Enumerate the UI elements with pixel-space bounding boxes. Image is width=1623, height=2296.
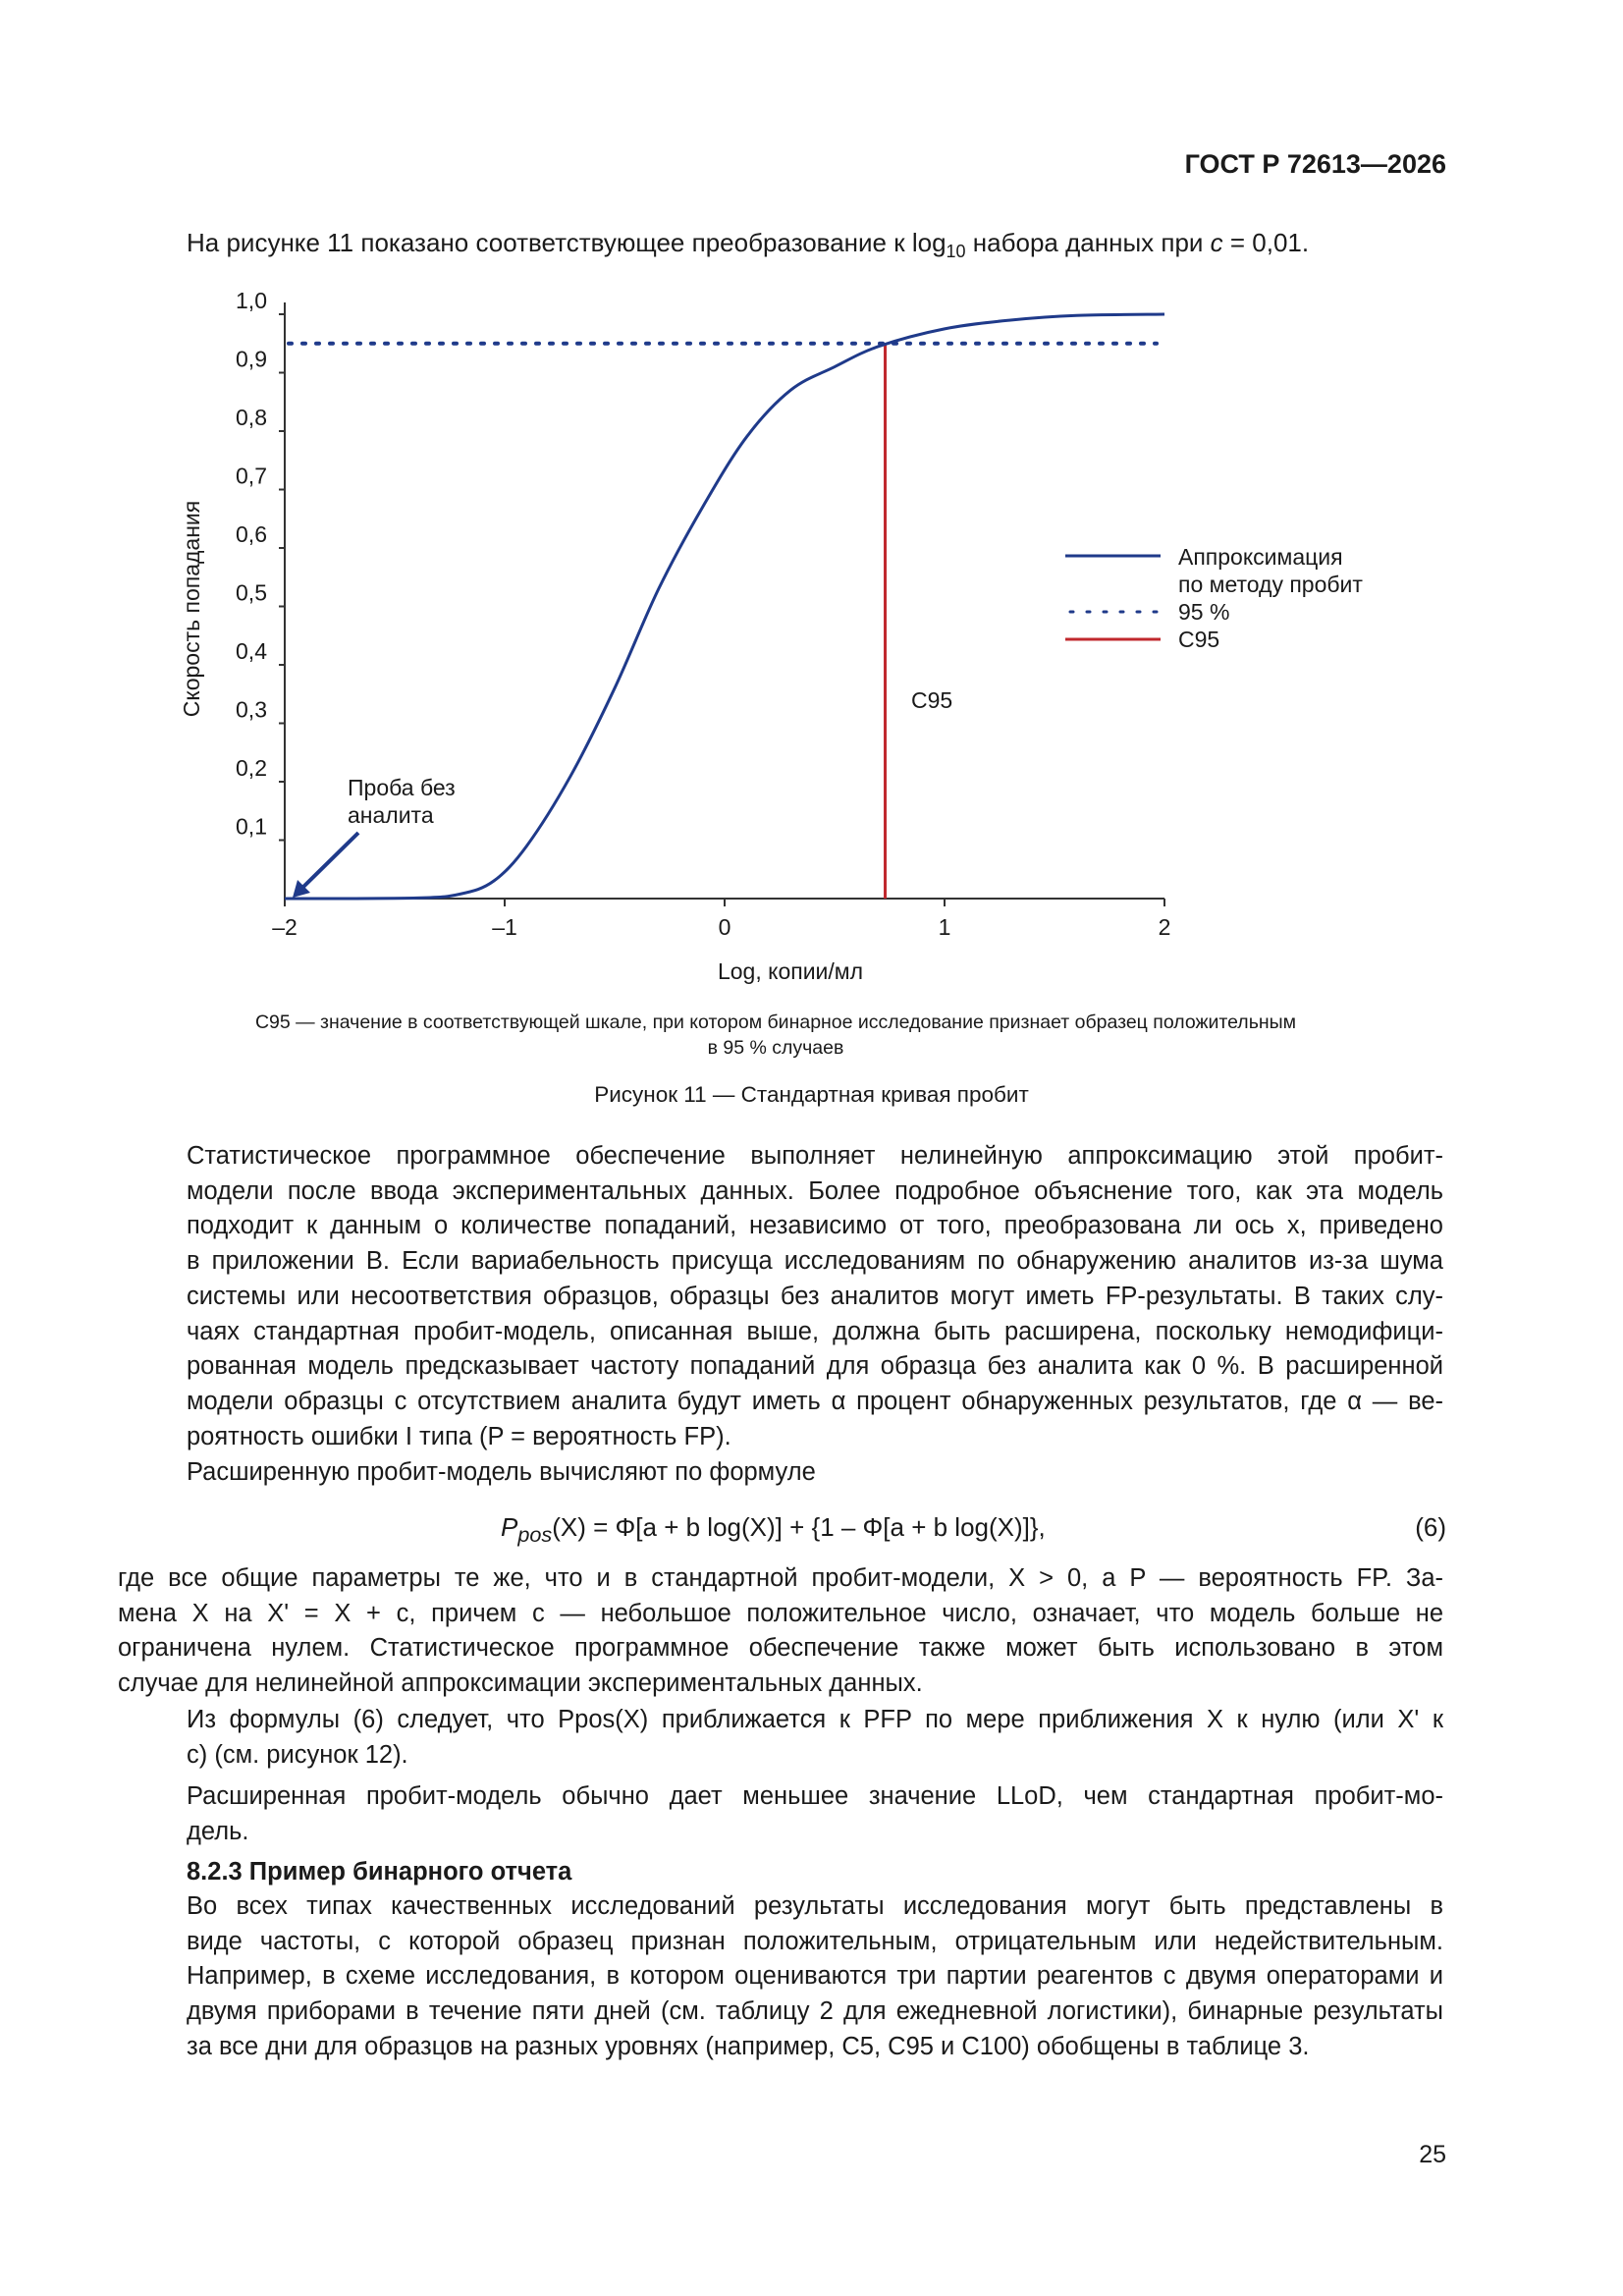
paragraph-line: чаях стандартная пробит-модель, описанная выше, должна быть расширена, поскольку немодифици- [187,1317,1443,1345]
y-tick-labels [236,288,267,840]
paragraph-line: где все общие параметры те же, что и в стандартной пробит-модели, X > 0, а P — вероятность FP. За- [118,1564,1443,1592]
paragraph-line: виде частоты, с которой образец признан положительным, отрицательным или недействительным. [187,1927,1443,1955]
paragraph-line: модели образцы с отсутствием аналита будут иметь α процент обнаруженных результатов, где α — ве- [187,1387,1443,1415]
figure-note-line1: C95 — значение в соответствующей шкале, при котором бинарное исследование признает образец положительным [254,1011,1297,1033]
legend-label-probit-1: Аппроксимация [1178,544,1343,570]
x-tick-label: –2 [272,914,298,940]
blank-sample-label-line1: Проба без [348,775,456,800]
paragraph-line: роятность ошибки I типа (P = вероятность FP). [187,1422,731,1450]
y-tick-label: 0,4 [236,638,267,664]
paragraph-3 [118,1561,1443,1702]
legend-label-95: 95 % [1178,599,1230,625]
paragraph-6 [118,1889,1443,2065]
figure-note-line2: в 95 % случаев [707,1037,844,1059]
paragraph-line: мена X на X' = X + c, причем c — небольшое положительное число, означает, что модель больше не [118,1599,1443,1627]
paragraph-line: Из формулы (6) следует, что Ppos(X) приближается к PFP по мере приближения X к нулю (или X' к [187,1706,1443,1733]
y-tick-label: 0,8 [236,405,267,430]
x-axis-label: Log, копии/мл [717,958,864,984]
paragraph-line: модели после ввода экспериментальных данных. Более подробное объяснение того, как эта модель [187,1176,1443,1205]
formula-6: $P_{pos}(X) = \Phi[a + b$ log(X)] + {1 – Φ[a + b log(X)]}, [501,1512,1046,1548]
chart-legend [1065,544,1363,652]
intro-sentence: На рисунке 11 показано соответствующее преобразование к $\log_{10}$ набора данных при c = 0,01. [187,228,1310,262]
paragraph-1 [118,1139,1443,1454]
y-tick-label: 0,9 [236,346,267,372]
paragraph-line: системы или несоответствия образцов, образцы без аналитов могут иметь FP-результаты. В таких слу- [187,1282,1443,1310]
paragraph-line: двумя приборами в течение пяти дней (см. таблицу 2 для ежедневной логистики), бинарные результаты [187,1997,1443,2026]
c95-label: C95 [911,687,953,713]
paragraph-line: подходит к данным о количестве попаданий, независимо от того, преобразована ли ось x, приведено [187,1212,1443,1240]
y-axis-label: Скорость попадания [179,500,204,718]
blank-sample-label-line2: аналита [348,802,434,828]
paragraph-line: Статистическое программное обеспечение выполняет нелинейную аппроксимацию этой пробит- [187,1142,1443,1170]
x-tick-label: 1 [938,914,951,940]
probit-chart [0,0,1623,1002]
legend-label-c95: C95 [1178,627,1220,652]
paragraph-line: ограничена нулем. Статистическое программное обеспечение также может быть использовано в этом [118,1634,1443,1663]
paragraph-line: Во всех типах качественных исследований результаты исследования могут быть представлены в [187,1892,1443,1920]
paragraph-line: случае для нелинейной аппроксимации экспериментальных данных. [118,1669,923,1698]
x-tick-label: 2 [1158,914,1171,940]
figure-title: Рисунок 11 — Стандартная кривая пробит [594,1082,1029,1107]
paragraph-4 [118,1703,1443,1773]
x-tick-labels [272,914,1170,940]
paragraph-line: в приложении В. Если вариабельность присуща исследованиям по обнаружению аналитов из-за шума [187,1247,1443,1276]
y-tick-label: 0,3 [236,696,267,723]
legend-label-probit-2: по методу пробит [1178,572,1363,597]
paragraph-line: рованная модель предсказывает частоту попаданий для образца без аналита как 0 %. В расширенной [187,1352,1443,1381]
blank-sample-arrow [293,833,358,898]
paragraph-line: c) (см. рисунок 12). [187,1740,408,1769]
document-header: ГОСТ Р 72613—2026 [1184,149,1446,179]
formula-number: (6) [1415,1512,1446,1542]
y-tick-label: 0,6 [236,521,267,547]
paragraph-line: дель. [187,1817,249,1845]
y-tick-label: 0,5 [236,579,267,606]
paragraph-line: за все дни для образцов на разных уровнях (например, C5, C95 и C100) обобщены в таблице 3. [187,2032,1310,2060]
y-tick-label: 0,7 [236,463,267,489]
y-tick-label: 0,2 [236,755,267,781]
page-number: 25 [1419,2141,1446,2168]
paragraph-5 [118,1779,1443,1849]
paragraph-2: Расширенную пробит-модель вычисляют по формуле [187,1458,816,1486]
figure-note [157,1010,1394,1061]
paragraph-line: Расширенная пробит-модель обычно дает меньшее значение LLoD, чем стандартная пробит-мо- [187,1782,1443,1810]
y-tick-label: 1,0 [236,288,267,313]
paragraph-line: Например, в схеме исследования, в котором оцениваются три партии реагентов с двумя операторами и [187,1962,1443,1991]
x-tick-label: –1 [492,914,517,940]
y-tick-label: 0,1 [236,813,267,840]
x-tick-label: 0 [718,914,731,940]
section-heading: 8.2.3 Пример бинарного отчета [187,1858,572,1886]
